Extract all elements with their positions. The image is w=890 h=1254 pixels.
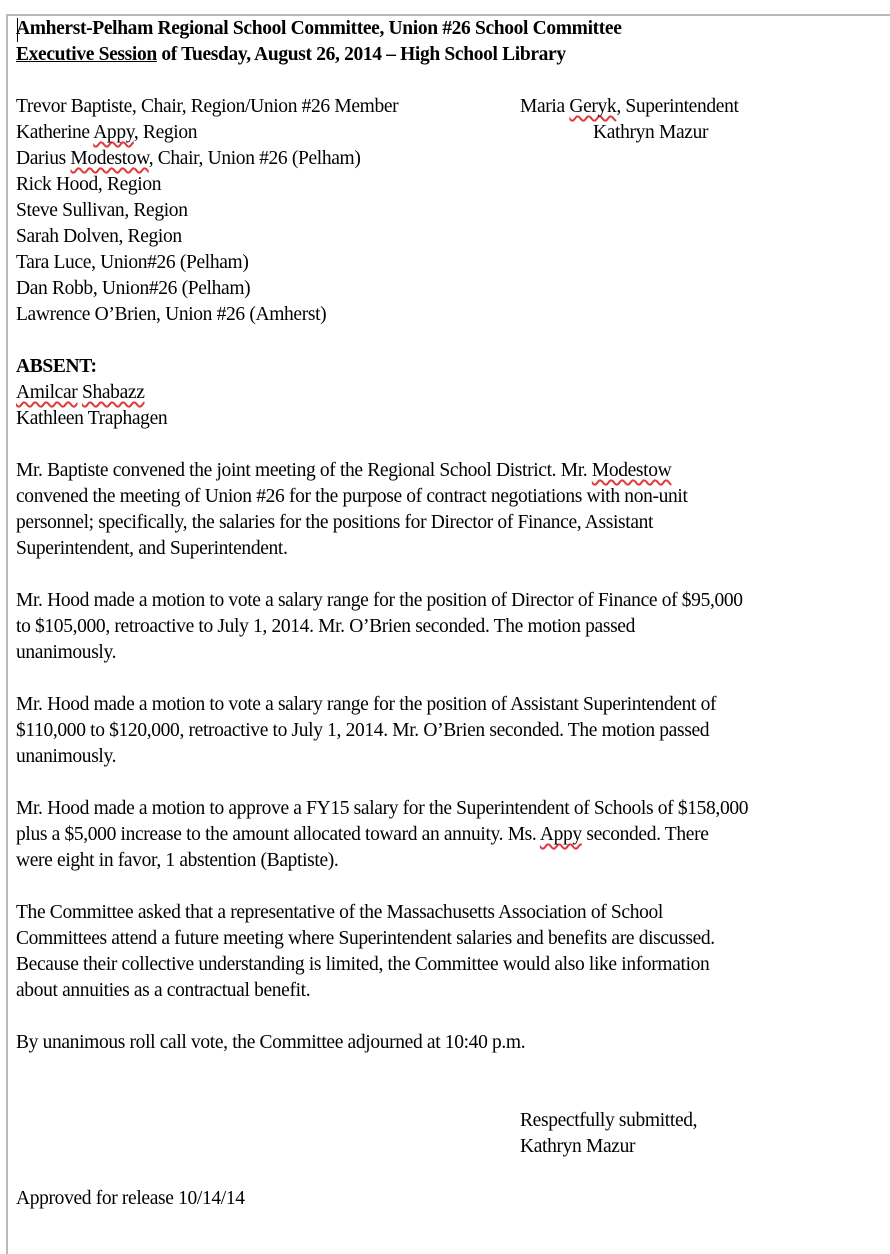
attendee-role: , Union#26 (Pelham)	[92, 278, 251, 299]
attendee	[16, 276, 250, 302]
attendee-role: , Region	[124, 200, 188, 221]
attendee-name: Sarah Dolven	[16, 226, 119, 247]
attendee	[16, 250, 249, 276]
attendee	[16, 146, 361, 172]
paragraph-motion-superintendent	[16, 796, 886, 874]
text-span: seconded. There	[581, 824, 709, 845]
session-details: of Tuesday, August 26, 2014 – High School Library	[156, 44, 566, 65]
paragraph-motion-director-finance	[16, 588, 886, 666]
spellcheck-flagged-word[interactable]: Amilcar	[16, 382, 78, 403]
absent-member	[16, 380, 145, 406]
staff-member	[520, 94, 739, 120]
spellcheck-flagged-word[interactable]: Shabazz	[81, 382, 145, 403]
absent-member	[16, 406, 167, 432]
text-line: Superintendent, and Superintendent.	[16, 538, 288, 559]
attendee-role: , Union#26 (Pelham)	[91, 252, 249, 273]
attendee-role: , Union #26 (Amherst)	[156, 304, 327, 325]
text-line: unanimously.	[16, 746, 117, 767]
staff-member	[593, 120, 708, 146]
spellcheck-flagged-word[interactable]: Modestow	[70, 148, 149, 169]
session-type: Executive Session	[16, 44, 157, 65]
paragraph-motion-asst-superintendent	[16, 692, 886, 770]
attendee-name: Dan Robb	[16, 278, 93, 299]
absent-heading: ABSENT:	[16, 356, 97, 377]
paragraph-convening	[16, 458, 886, 562]
attendee-role: , Region	[97, 174, 162, 195]
text-line: personnel; specifically, the salaries for the positions for Director of Finance, Assistant	[16, 512, 654, 533]
paragraph-masc-request	[16, 900, 886, 1004]
attendee-role: , Chair, Region/Union #26 Member	[131, 96, 399, 117]
text-line: about annuities as a contractual benefit.	[16, 980, 311, 1001]
text-line: convened the meeting of Union #26 for the purpose of contract negotiations with non-unit	[16, 486, 688, 507]
absent-name: Kathleen Traphagen	[16, 408, 168, 429]
text-line: to $105,000, retroactive to July 1, 2014. Mr. O’Brien seconded. The motion passed	[16, 616, 636, 637]
attendee-name: Steve Sullivan	[16, 200, 125, 221]
spellcheck-flagged-word[interactable]: Geryk	[569, 96, 617, 117]
text-line: Committees attend a future meeting where Superintendent salaries and benefits are discussed.	[16, 928, 715, 949]
document-title	[16, 16, 622, 42]
text-line: $110,000 to $120,000, retroactive to July 1, 2014. Mr. O’Brien seconded. The motion passed	[16, 720, 710, 741]
title-line-1: Amherst-Pelham Regional School Committee, Union #26 School Committee	[16, 18, 622, 39]
text-line: Mr. Hood made a motion to vote a salary range for the position of Director of Finance of $95,000	[16, 590, 743, 611]
signature-name: Kathryn Mazur	[520, 1136, 636, 1157]
staff-name: Maria	[520, 96, 570, 117]
attendee	[16, 94, 398, 120]
attendee	[16, 224, 182, 250]
attendee-name: Tara Luce	[16, 252, 92, 273]
attendee-role: , Chair, Union #26 (Pelham)	[148, 148, 361, 169]
session-subtitle	[16, 42, 566, 68]
attendee-name: Trevor Baptiste	[16, 96, 132, 117]
text-line: Because their collective understanding is limited, the Committee would also like information	[16, 954, 710, 975]
text-span: plus a $5,000 increase to the amount allocated toward an annuity. Ms.	[16, 824, 540, 845]
text-line: Mr. Hood made a motion to approve a FY15 salary for the Superintendent of Schools of $158,000	[16, 798, 749, 819]
attendee	[16, 172, 161, 198]
text-line: unanimously.	[16, 642, 117, 663]
approval-note: Approved for release 10/14/14	[16, 1188, 245, 1209]
staff-name: Kathryn Mazur	[593, 122, 709, 143]
adjournment-statement: By unanimous roll call vote, the Committee adjourned at 10:40 p.m.	[16, 1032, 526, 1053]
attendee-name: Rick Hood	[16, 174, 98, 195]
attendee-role: , Region	[133, 122, 198, 143]
signature-closing: Respectfully submitted,	[520, 1110, 698, 1131]
spellcheck-flagged-word[interactable]: Modestow	[591, 460, 672, 481]
text-line	[16, 458, 886, 484]
attendee-role: , Region	[118, 226, 182, 247]
attendee	[16, 198, 188, 224]
attendee-name: Darius	[16, 148, 71, 169]
spellcheck-flagged-word[interactable]: Appy	[93, 122, 134, 143]
spellcheck-flagged-word[interactable]: Appy	[539, 824, 582, 845]
attendee-name: Katherine	[16, 122, 94, 143]
attendee	[16, 120, 197, 146]
text-line	[16, 822, 886, 848]
text-span: Mr. Baptiste convened the joint meeting of the Regional School District. Mr.	[16, 460, 592, 481]
attendee	[16, 302, 326, 328]
text-line: were eight in favor, 1 abstention (Baptiste).	[16, 850, 339, 871]
text-line: The Committee asked that a representative of the Massachusetts Association of School	[16, 902, 663, 923]
staff-role: , Superintendent	[616, 96, 739, 117]
attendee-name: Lawrence O’Brien	[16, 304, 157, 325]
text-line: Mr. Hood made a motion to vote a salary range for the position of Assistant Superintendent of	[16, 694, 717, 715]
